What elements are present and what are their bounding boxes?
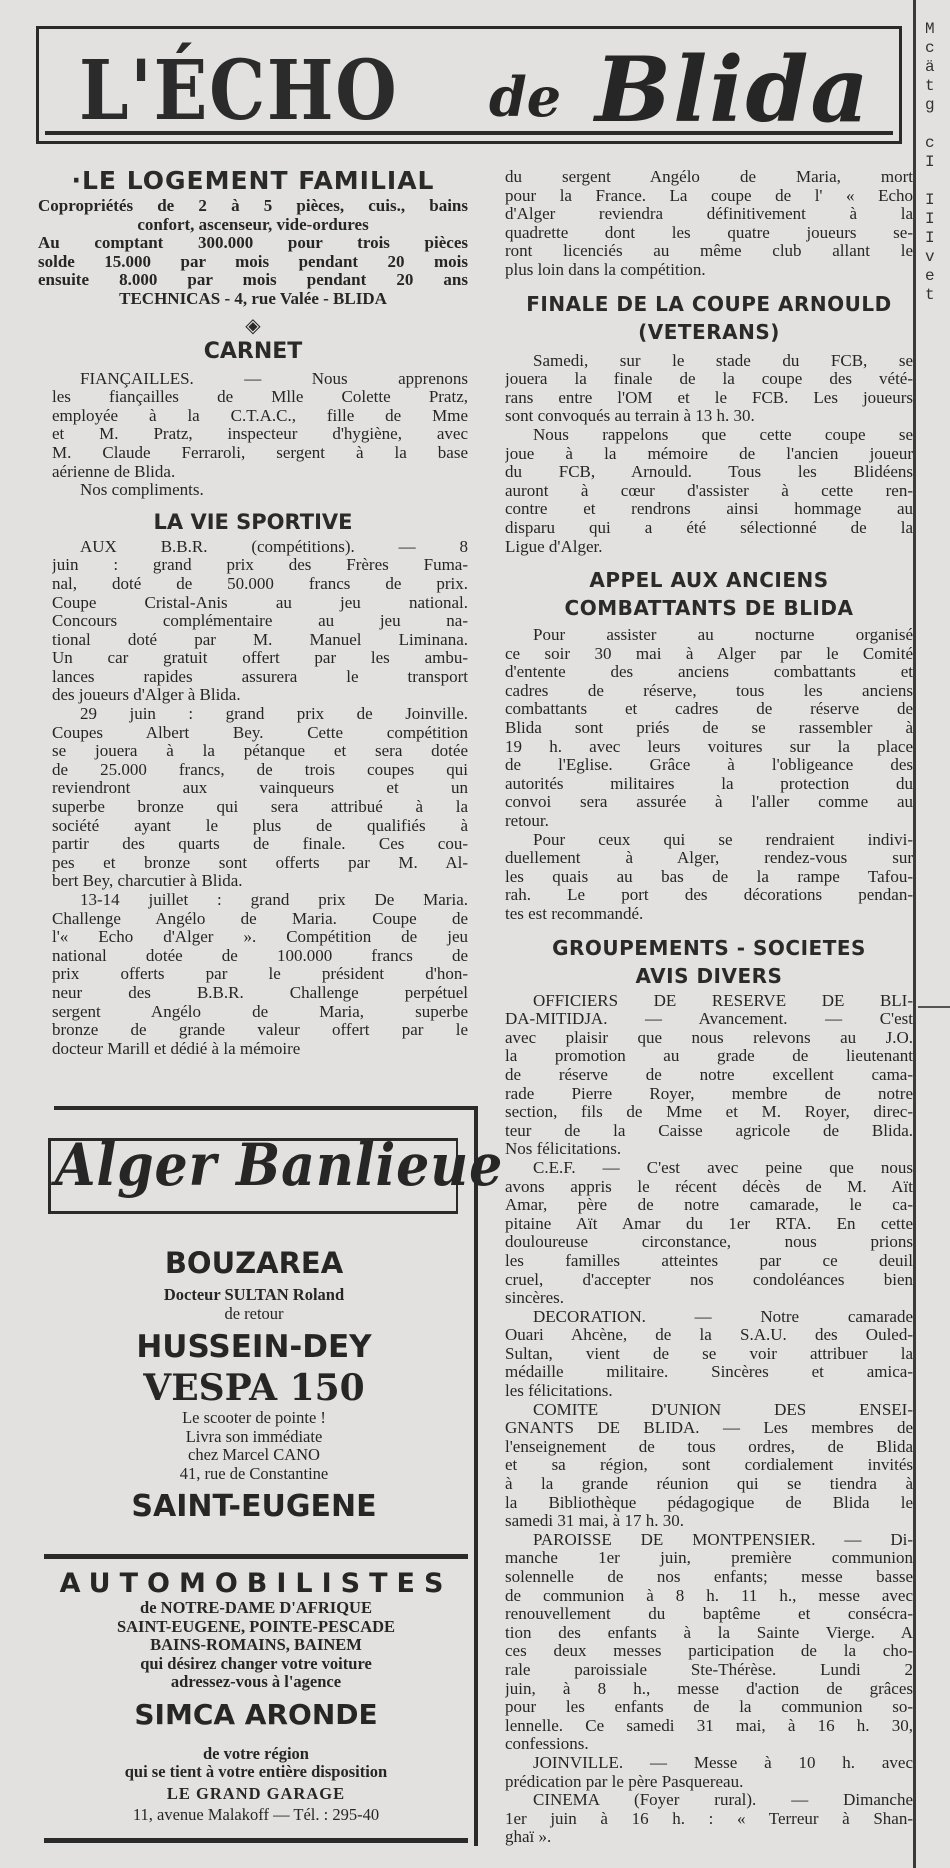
text-line: tes est recommandé. <box>505 905 644 923</box>
text-line: AUX B.B.R. (compétitions). — 8 <box>80 537 468 556</box>
text-line: juin : grand prix des Frères Fuma- <box>52 556 468 575</box>
text-line: aérienne de Blida. <box>52 462 176 481</box>
ad-text-line: confort, ascenseur, vide-ordures <box>137 215 369 234</box>
ad-text-line: TECHNICAS - 4, rue Valée - BLIDA <box>119 289 387 308</box>
right-column <box>505 168 913 1847</box>
text-line: ces deux messes participation de la cho- <box>505 1642 913 1661</box>
automobilistes: AUTOMOBILISTES <box>59 1568 453 1599</box>
text-line: Coupe Cristal-Anis au jeu national. <box>52 593 468 612</box>
text-line: DA-MITIDJA. — Avancement. — C'est <box>505 1010 913 1029</box>
ad-text-line: Au comptant 300.000 pour trois pièces <box>38 234 468 253</box>
text-line: avons appris le récent décès de M. Aït <box>505 1177 913 1196</box>
ad-content-2 <box>44 1568 468 1825</box>
text-line: section, fils de Mme et M. Royer, direc- <box>505 1103 913 1122</box>
text-line: plus loin dans la compétition. <box>505 260 706 279</box>
text-line: tion des enfants à la Sainte Vierge. A <box>505 1623 913 1642</box>
text-line: pour les enfants de la communion so- <box>505 1698 913 1717</box>
masthead-title-echo: L'ÉCHO <box>79 43 399 139</box>
section-heading: APPEL AUX ANCIENS <box>589 568 829 593</box>
ad-text-line: Copropriétés de 2 à 5 pièces, cuis., bains <box>38 197 468 215</box>
masthead-frame <box>45 35 893 143</box>
text-line: confessions. <box>505 1735 589 1754</box>
ad-text-line: qui désirez changer votre voiture <box>140 1653 372 1673</box>
text-line: ront licenciés au même club allant le <box>505 242 913 261</box>
finale-title <box>505 290 913 346</box>
text-line: l'« Echo d'Alger ». Compétition de jeu <box>52 928 468 947</box>
text-line: Ouari Ahcène, de la S.A.U. des Ouled- <box>505 1326 913 1345</box>
column-rule <box>913 0 916 1868</box>
appel-body <box>505 626 913 924</box>
text-line: la Bibliothèque pédagogique de Blida le <box>505 1493 913 1512</box>
text-line: avec plaisir que nous relevons au J.O. <box>505 1028 913 1047</box>
text-line: OFFICIERS DE RESERVE DE BLI- <box>533 991 913 1010</box>
sport-body <box>38 538 468 1059</box>
logement-ad <box>38 197 468 309</box>
text-line: à la grande réunion qui se tiendra à <box>505 1475 913 1494</box>
ad-content <box>44 1246 464 1524</box>
text-line: les quais au bas de la rampe Tafou- <box>505 867 913 886</box>
text-line: Nos félicitations. <box>505 1140 622 1159</box>
adjacent-column-fragment: M c ä t g c I I I I v e t <box>925 20 935 304</box>
text-line: autorités militaires la protection du <box>505 774 913 793</box>
text-line: cadres de réserve, tous les anciens <box>505 681 913 700</box>
text-line: pes et bronze sont offerts par M. Al- <box>52 853 468 872</box>
text-line: lennelle. Ce samedi 31 mai, à 16 h. 30, <box>505 1716 913 1735</box>
text-line: lances rapides assurera le transport <box>52 667 468 686</box>
text-line: 13-14 juillet : grand prix De Maria. <box>80 891 468 909</box>
logo-text: Alger Banlieue <box>55 1131 504 1199</box>
text-line: de communion à 8 h. 11 h., messe avec <box>505 1586 913 1605</box>
text-line: sergent Angélo de Maria, superbe <box>52 1002 468 1021</box>
ad-text-line: SAINT-EUGENE, POINTE-PESCADE <box>116 1616 396 1636</box>
text-line: l'enseignement de tous ordres, de Blida <box>505 1437 913 1456</box>
masthead-title-blida: Blida <box>595 37 871 143</box>
text-line: rade Pierre Royer, membre de notre <box>505 1084 913 1103</box>
text-line: et M. Pratz, inspecteur d'hygiène, avec <box>52 425 468 444</box>
text-line: médaille militaire. Sincères et amica- <box>505 1363 913 1382</box>
text-line: bronze de grande valeur offert par le <box>52 1021 468 1040</box>
text-line: 19 h. avec leurs voitures sur la place <box>505 737 913 756</box>
ad-divider-bottom <box>44 1838 468 1843</box>
text-line: d'Alger reviendra définitivement à la <box>505 205 913 224</box>
text-line: superbe bronze qui sera attribué à la <box>52 798 468 817</box>
text-line: Amar, père de notre camarade, le ca- <box>505 1196 913 1215</box>
ad-text-line: de NOTRE-DAME D'AFRIQUE <box>140 1598 372 1617</box>
ad-text-line: chez Marcel CANO <box>188 1445 320 1464</box>
text-line: retour. <box>505 812 549 831</box>
region-lines <box>44 1745 468 1782</box>
text-line: nal, doté de 50.000 francs de prix. <box>52 574 468 593</box>
section-heading: AVIS DIVERS <box>635 963 783 988</box>
text-line: rans entre l'OM et le FCB. Les joueurs <box>505 388 913 407</box>
ad-text-line: Livra son immédiate <box>185 1426 323 1446</box>
text-line: les fiançailles de Mlle Colette Pratz, <box>52 388 468 407</box>
ad-text-line: solde 15.000 par mois pendant 20 mois <box>38 252 468 271</box>
masthead-title-de: de <box>489 65 562 129</box>
text-line: rah. Le port des décorations pendan- <box>505 886 913 905</box>
advertisement-alger-banlieue <box>54 1106 504 1846</box>
text-line: prédication par le père Pasquereau. <box>505 1772 744 1791</box>
text-line: ce soir 30 mai à Alger par le Comité <box>505 644 913 663</box>
text-line: samedi 31 mai, à 17 h. 30. <box>505 1512 684 1531</box>
text-line: DECORATION. — Notre camarade <box>533 1307 913 1326</box>
text-line: Concours complémentaire au jeu na- <box>52 612 468 631</box>
text-line: douloureuse circonstance, nous prions <box>505 1233 913 1252</box>
ad-text-line: 41, rue de Constantine <box>179 1463 329 1483</box>
text-line: CINEMA (Foyer rural). — Dimanche <box>533 1791 913 1810</box>
text-line: auront à cœur d'assister à cette ren- <box>505 481 913 500</box>
carnet-title: CARNET <box>203 338 303 364</box>
text-line: quadrette dont les quatre joueurs se- <box>505 223 913 242</box>
text-line: contre et rendrons ainsi hommage au <box>505 500 913 519</box>
text-line: Samedi, sur le stade du FCB, se <box>533 351 913 370</box>
text-line: teur de la Caisse agricole de Blida. <box>505 1121 913 1140</box>
text-line: du sergent Angélo de Maria, mort <box>505 168 913 186</box>
text-line: d'entente des anciens combattants et <box>505 663 913 682</box>
saint-eugene: SAINT-EUGENE <box>131 1489 377 1524</box>
doctor-line: Docteur SULTAN Roland <box>163 1285 345 1304</box>
text-line: rale paroissiale Ste-Thérèse. Lundi 2 <box>505 1660 913 1679</box>
ad-text-line: qui se tient à votre entière disposition <box>124 1762 388 1781</box>
text-line: Nos compliments. <box>80 481 204 500</box>
text-line: société ayant le plus de qualifiés à <box>52 816 468 835</box>
groupements-title <box>505 934 913 990</box>
finale-body <box>505 352 913 557</box>
text-line: Un car gratuit offert par les ambu- <box>52 649 468 668</box>
text-line: jouera la finale de la coupe des vété- <box>505 370 913 389</box>
auto-details <box>44 1599 468 1692</box>
text-line: Coupes Albert Bey. Cette compétition <box>52 723 468 742</box>
text-line: de l'Eglise. Grâce à l'obligeance des <box>505 756 913 775</box>
appel-title <box>505 566 913 622</box>
text-line: GNANTS DE BLIDA. — Les membres de <box>505 1419 913 1438</box>
text-line: de 25.000 francs, de trois coupes qui <box>52 760 468 779</box>
text-line: reviendront aux vainqueurs et un <box>52 779 468 798</box>
section-heading: COMBATTANTS DE BLIDA <box>564 596 854 621</box>
text-line: 1er juin à 16 h. : « Terreur à Shan- <box>505 1809 913 1828</box>
ad-text-line: adressez-vous à l'agence <box>170 1672 342 1691</box>
text-line: Challenge Angélo de Maria. Coupe de <box>52 909 468 928</box>
alger-banlieue-logo <box>48 1131 504 1214</box>
text-line: sincères. <box>505 1289 565 1308</box>
text-line: Blida sont priés de se rassembler à <box>505 719 913 738</box>
garage-address: 11, avenue Malakoff — Tél. : 295-40 <box>132 1805 380 1824</box>
text-line: tional doté par M. Manuel Liminana. <box>52 630 468 649</box>
text-line: la promotion au grade de lieutenant <box>505 1047 913 1066</box>
text-line: joue à la mémoire de l'ancien joueur <box>505 444 913 463</box>
text-line: JOINVILLE. — Messe à 10 h. avec <box>533 1753 913 1772</box>
vespa: VESPA 150 <box>143 1367 365 1409</box>
text-line: bert Bey, charcutier à Blida. <box>52 872 243 891</box>
text-line: national dotée de 100.000 francs de <box>52 946 468 965</box>
vespa-details <box>44 1409 464 1483</box>
text-line: M. Claude Ferraroli, sergent à la base <box>52 443 468 462</box>
text-line: les félicitations. <box>505 1382 613 1401</box>
text-line: C.E.F. — C'est avec peine que nous <box>533 1158 913 1177</box>
text-line: disparu qui a été sélectionné de la <box>505 518 913 537</box>
text-line: neur des B.B.R. Challenge perpétuel <box>52 983 468 1002</box>
text-line: prix offerts par le président d'hon- <box>52 965 468 984</box>
text-line: COMITE D'UNION DES ENSEI- <box>533 1400 913 1419</box>
ad-text-line: ensuite 8.000 par mois pendant 20 ans <box>38 271 468 290</box>
text-line: FIANÇAILLES. — Nous apprenons <box>80 369 468 388</box>
doctor-sub: de retour <box>224 1303 284 1323</box>
text-line: partir des quarts de finale. Ces cou- <box>52 835 468 854</box>
text-line: ghaï ». <box>505 1828 552 1847</box>
text-line: de réserve de notre excellent cama- <box>505 1065 913 1084</box>
text-line: juin, à 8 h., messe d'action de grâces <box>505 1679 913 1698</box>
section-heading: (VETERANS) <box>638 319 780 344</box>
logement-title: ·LE LOGEMENT FAMILIAL <box>71 166 435 195</box>
text-line: du FCB, Arnould. Tous les Blidéens <box>505 463 913 482</box>
text-line: Pour assister au nocturne organisé <box>533 626 913 645</box>
section-heading: FINALE DE LA COUPE ARNOULD <box>526 291 892 316</box>
masthead <box>36 26 902 144</box>
section-heading: GROUPEMENTS - SOCIETES <box>552 935 866 960</box>
left-column <box>38 166 468 1058</box>
text-line: sont convoqués au terrain à 13 h. 30. <box>505 407 755 426</box>
text-line: renouvellement du baptême et consécra- <box>505 1605 913 1624</box>
ad-text-line: BAINS-ROMAINS, BAINEM <box>150 1635 362 1654</box>
text-line: des joueurs d'Alger à Blida. <box>52 686 241 705</box>
text-line: employée à la C.T.A.C., fille de Mme <box>52 406 468 425</box>
bouzarea: BOUZAREA <box>164 1246 344 1280</box>
text-line: Ligue d'Alger. <box>505 537 603 556</box>
sport-continuation <box>505 168 913 280</box>
text-line: manche 1er juin, première communion <box>505 1549 913 1568</box>
garage-name: LE GRAND GARAGE <box>166 1783 346 1803</box>
text-line: convoi sera assurée à l'aller comme au <box>505 793 913 812</box>
text-line: duellement à Alger, rendez-vous sur <box>505 849 913 868</box>
text-line: cruel, d'accepter nos condoléances bien <box>505 1270 913 1289</box>
ad-text-line: de votre région <box>202 1743 309 1763</box>
edge-rule <box>918 1006 950 1008</box>
text-line: Nous rappelons que cette coupe se <box>533 425 913 444</box>
text-line: docteur Marill et dédié à la mémoire <box>52 1039 301 1058</box>
text-line: solennelle de nos enfants; messe basse <box>505 1568 913 1586</box>
text-line: combattants et cadres de réserve de <box>505 700 913 719</box>
text-line: les familles atteintes par ce deuil <box>505 1251 913 1270</box>
ad-divider <box>44 1554 468 1559</box>
text-line: Sultan, vient de se voir attribuer la <box>505 1344 913 1363</box>
simca-aronde: SIMCA ARONDE <box>134 1697 378 1731</box>
groupements-body <box>505 992 913 1847</box>
text-line: Pour ceux qui se rendraient indivi- <box>533 830 913 849</box>
text-line: pitaine Aït Amar du 1er RTA. En cette <box>505 1214 913 1233</box>
ad-text-line: Le scooter de pointe ! <box>182 1408 326 1427</box>
text-line: pour la France. La coupe de l' « Echo <box>505 186 913 205</box>
hussein-dey: HUSSEIN-DEY <box>136 1329 372 1365</box>
carnet-body <box>38 370 468 500</box>
ornament-icon: ◈ <box>245 312 261 337</box>
text-line: PAROISSE DE MONTPENSIER. — Di- <box>533 1530 913 1549</box>
text-line: se jouera à la pétanque et sera dotée <box>52 742 468 761</box>
sport-title: LA VIE SPORTIVE <box>153 509 353 534</box>
text-line: 29 juin : grand prix de Joinville. <box>80 705 468 724</box>
text-line: et sa région, sont cordialement invités <box>505 1456 913 1475</box>
